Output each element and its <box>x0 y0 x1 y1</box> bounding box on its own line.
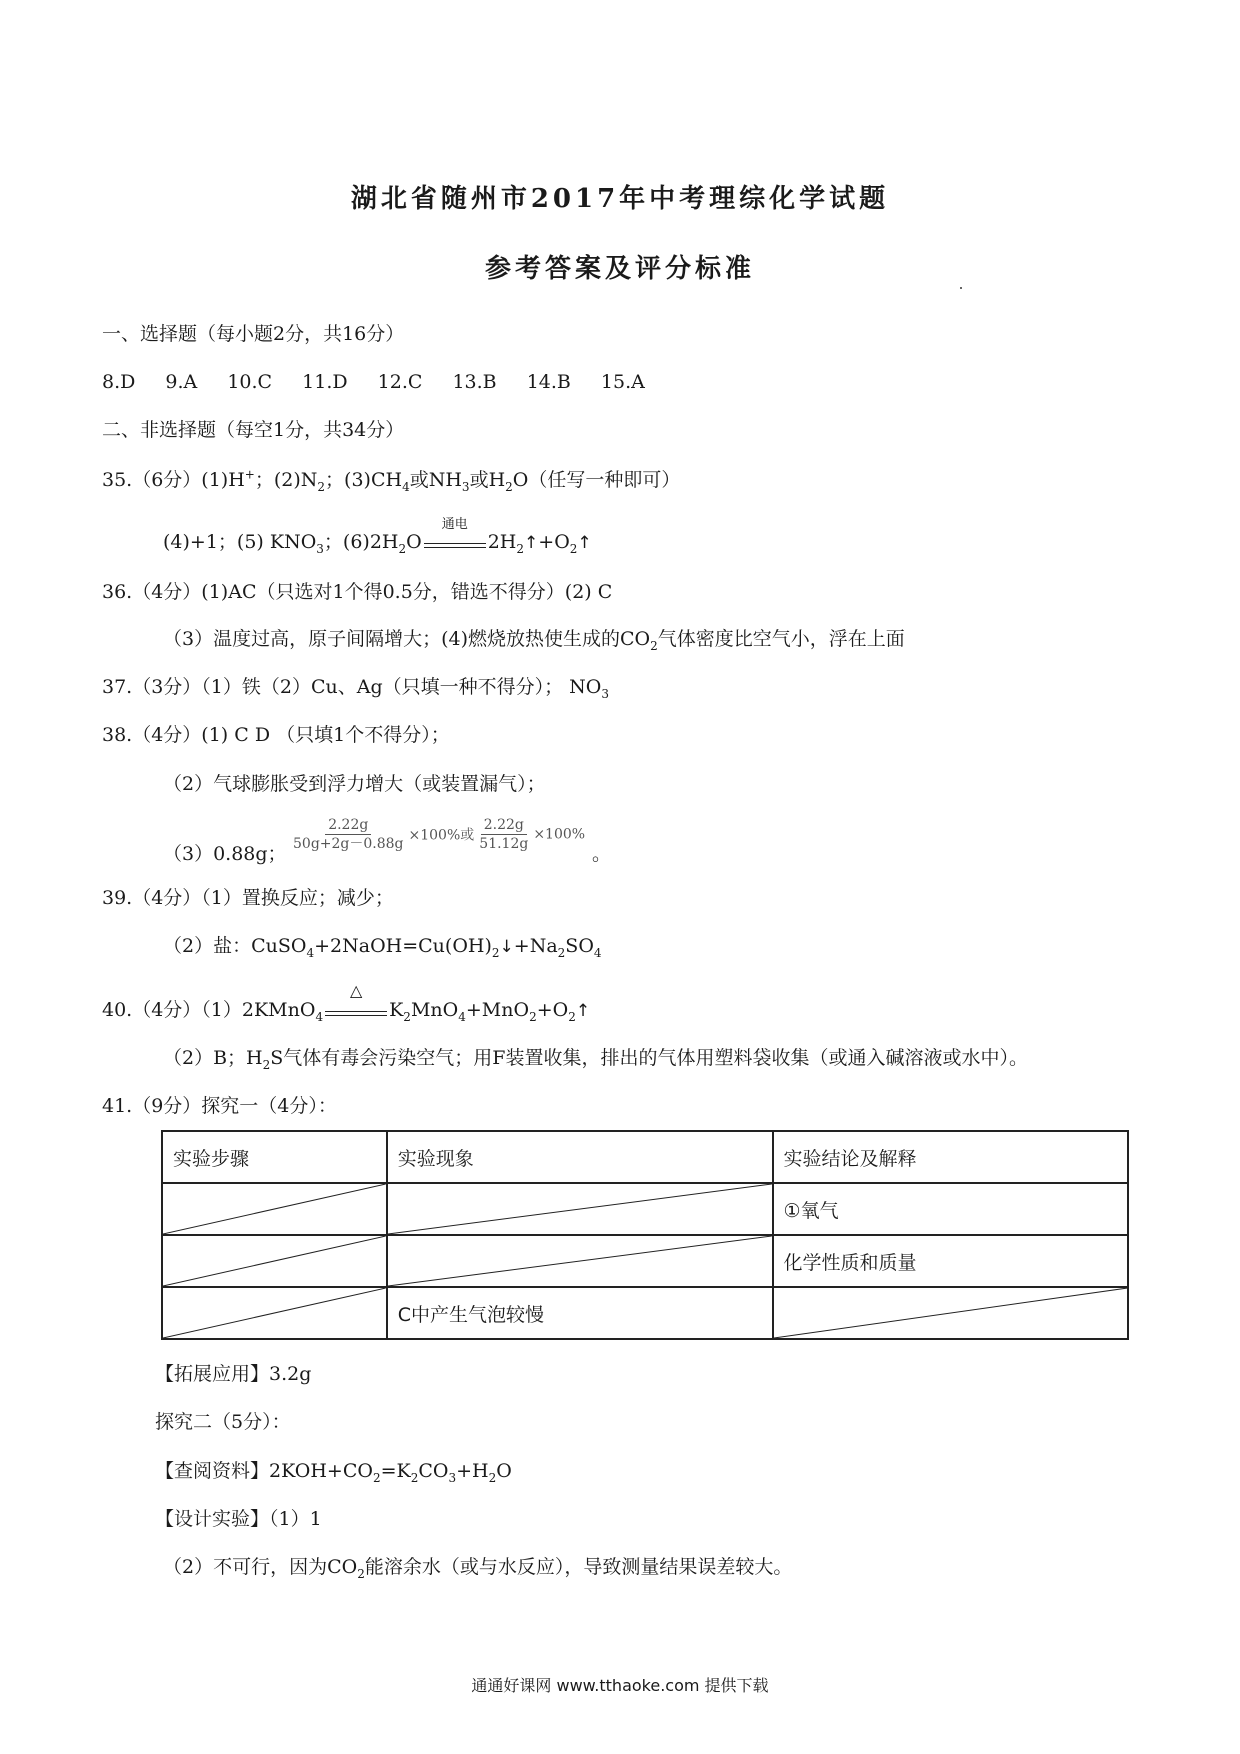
q41-line1: 41.（9分）探究一（4分）： <box>102 1095 337 1117</box>
q36-line1: 36.（4分）(1)AC（只选对1个得0.5分，错选不得分）(2) C <box>102 581 613 603</box>
gas-arrow-icon: ↑ <box>575 1001 591 1021</box>
table-header: 实验步骤 <box>162 1131 387 1183</box>
table-header: 实验现象 <box>387 1131 773 1183</box>
mcq-answer: 8.D <box>102 371 136 393</box>
table-cell-slashed <box>162 1287 387 1339</box>
fraction: $\frac{2.22g}{50g+2g-0.88g}$ <box>293 817 404 852</box>
table-cell: C中产生气泡较慢 <box>387 1287 773 1339</box>
q38-period: 。 <box>592 843 612 865</box>
q38-formula: $\frac{2.22g}{50g+2g-0.88g}$ ×100%或 $\frac{2.22g}{51.12g}$ ×100% <box>288 816 585 853</box>
page-subtitle: 参考答案及评分标准 <box>484 254 755 284</box>
table-cell-slashed <box>162 1235 387 1287</box>
q40-line1: 40.（4分）（1）2KMnO$_4$ △ $K_2MnO_4+MnO_2+O_2↑$ <box>102 981 591 1024</box>
table-cell-slashed <box>387 1235 773 1287</box>
table-header-row <box>162 1131 1128 1183</box>
q41-lookup: 【查阅资料】$2KOH+CO_2=K_2CO_3+H_2O$ <box>155 1460 512 1485</box>
mcq-answer: 12.C <box>377 371 423 393</box>
q41-design2: （2）不可行，因为$CO_2$能溶余水（或与水反应），导致测量结果误差较大。 <box>163 1556 793 1581</box>
reaction-condition: 通电 <box>424 531 486 555</box>
precipitate-arrow-icon: ↓ <box>499 937 514 957</box>
q41-explore2: 探究二（5分）： <box>155 1411 291 1433</box>
q35-line1: 35.（6分）(1)H+；$(2)N_2$；$(3)CH_4$或$NH_3$或$H_2O$（任写一种即可） <box>102 467 681 494</box>
mcq-answer: 13.B <box>452 371 497 393</box>
table-row <box>162 1183 1128 1235</box>
q36-line2: （3）温度过高，原子间隔增大；(4)燃烧放热使生成的$CO_2$气体密度比空气小，浮在上面 <box>163 628 905 653</box>
q38-line3: （3）0.88g； <box>163 843 287 865</box>
scan-dot <box>960 287 962 289</box>
table-cell: ①氧气 <box>773 1183 1128 1235</box>
mcq-answer: 14.B <box>526 371 571 393</box>
table-row <box>162 1287 1128 1339</box>
q37-line1: 37.（3分）（1）铁（2）Cu、Ag（只填一种不得分）； $NO_3$ <box>102 676 610 701</box>
q38-line2: （2）气球膨胀受到浮力增大（或装置漏气）； <box>163 773 546 795</box>
q35-line2: (4)+1；(5) $KNO_3$；$(6)2H_2O$ 通电 $2H_2↑+O_2↑$ <box>163 517 592 556</box>
fraction: $\frac{2.22g}{51.12g}$ <box>479 817 529 852</box>
table-cell-slashed <box>387 1183 773 1235</box>
footer-source: 通通好课网 www.tthaoke.com 提供下载 <box>471 1676 769 1695</box>
q41-design: 【设计实验】（1）1 <box>155 1508 322 1530</box>
mcq-answer: 15.A <box>600 371 645 393</box>
mcq-answer: 11.D <box>302 371 348 393</box>
q39-line2: （2）盐：$CuSO_4+2NaOH=Cu(OH)_2↓+Na_2SO_4$ <box>163 935 602 960</box>
section2-heading: 二、非选择题（每空1分，共34分） <box>102 419 405 441</box>
mcq-answer: 9.A <box>165 371 198 393</box>
table-cell: 化学性质和质量 <box>773 1235 1128 1287</box>
q39-line1: 39.（4分）（1）置换反应；减少； <box>102 887 394 909</box>
experiment-table <box>161 1130 1129 1340</box>
q40-line2: （2）B；$H_2S$气体有毒会污染空气；用F装置收集，排出的气体用塑料袋收集（或通入碱溶液或水中）。 <box>163 1047 1028 1072</box>
table-cell-slashed <box>773 1287 1128 1339</box>
table-header: 实验结论及解释 <box>773 1131 1128 1183</box>
section1-heading: 一、选择题（每小题2分，共16分） <box>102 323 405 345</box>
mcq-answer: 10.C <box>227 371 273 393</box>
mcq-answers <box>102 370 669 394</box>
gas-arrow-icon: ↑ <box>524 533 539 553</box>
gas-arrow-icon: ↑ <box>577 533 592 553</box>
q41-extend: 【拓展应用】3.2g <box>155 1363 312 1385</box>
reaction-condition: △ <box>325 999 387 1023</box>
page-title: 湖北省随州市2017年中考理综化学试题 <box>350 184 890 214</box>
table-cell-slashed <box>162 1183 387 1235</box>
table-row <box>162 1235 1128 1287</box>
q38-line1: 38.（4分）(1) C D （只填1个不得分）； <box>102 724 450 746</box>
